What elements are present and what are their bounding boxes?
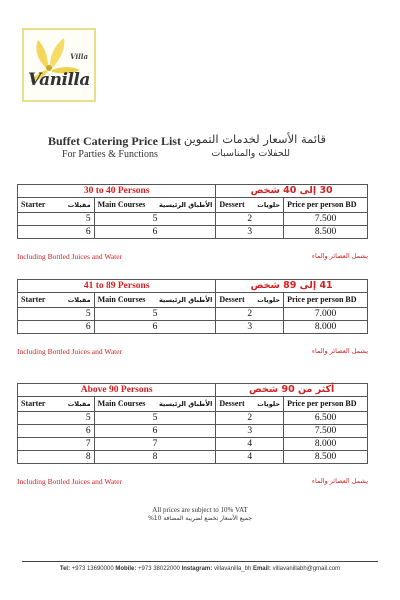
cell-dessert: 2 xyxy=(216,412,284,425)
cell-starter: 8 xyxy=(18,451,95,464)
cell-dessert: 4 xyxy=(216,451,284,464)
footer-divider xyxy=(22,561,378,562)
cell-dessert: 2 xyxy=(216,213,284,226)
tel-value: +973 13690000 xyxy=(71,566,114,572)
cell-price: 7.000 xyxy=(284,308,368,321)
included-note: Including Bottled Juices and Water xyxy=(17,252,123,261)
cell-main: 8 xyxy=(94,451,216,464)
cell-price: 8.500 xyxy=(284,226,368,239)
instagram-label: Instagram: xyxy=(181,566,213,572)
header-main-courses: Main Courses الأطباق الرئيسية xyxy=(94,198,216,213)
section-title: 41 to 89 Persons xyxy=(18,280,216,293)
page-title: Buffet Catering Price List xyxy=(48,134,181,148)
price-table-41-89 xyxy=(17,279,368,334)
header-starter: Starter مقبلات xyxy=(18,198,95,213)
cell-dessert: 2 xyxy=(216,308,284,321)
cell-starter: 6 xyxy=(18,226,95,239)
email-label: Email: xyxy=(252,566,271,572)
cell-main: 7 xyxy=(94,438,216,451)
cell-price: 8.000 xyxy=(284,438,368,451)
table-row xyxy=(18,451,368,464)
cell-main: 6 xyxy=(94,321,216,334)
cell-main: 5 xyxy=(94,213,216,226)
cell-price: 6.500 xyxy=(284,412,368,425)
logo-vanilla-text: Vanilla xyxy=(28,70,90,90)
vat-note-arabic: جميع الأسعار تخضع لضريبة المضافة 10% xyxy=(148,515,252,522)
header-dessert: Dessert حلويات xyxy=(216,293,284,308)
section-title-arabic: أكثر من 90 شخص xyxy=(216,384,368,397)
header-dessert: Dessert حلويات xyxy=(216,198,284,213)
villa-vanilla-logo xyxy=(22,28,96,102)
section-title: Above 90 Persons xyxy=(18,384,216,397)
cell-dessert: 3 xyxy=(216,226,284,239)
instagram-value: villavanilla_bh xyxy=(213,566,252,572)
cell-price: 7.500 xyxy=(284,425,368,438)
price-table-30-40 xyxy=(17,184,368,239)
mobile-label: Mobile: xyxy=(115,566,137,572)
header-starter: Starter مقبلات xyxy=(18,293,95,308)
section-title-arabic: 30 إلى 40 شخص xyxy=(216,185,368,198)
mobile-value: +973 38022000 xyxy=(138,566,180,572)
vat-note: All prices are subject to 10% VAT xyxy=(152,506,248,514)
cell-starter: 5 xyxy=(18,213,95,226)
page-subtitle-arabic: للحفلات والمناسبات xyxy=(211,148,290,159)
table-row xyxy=(18,226,368,239)
header-price: Price per person BD xyxy=(284,293,368,308)
tel-label: Tel: xyxy=(59,566,71,572)
section-title: 30 to 40 Persons xyxy=(18,185,216,198)
cell-price: 7.500 xyxy=(284,213,368,226)
included-note-arabic: يشمل العصائر والماء xyxy=(311,347,368,355)
cell-starter: 5 xyxy=(18,412,95,425)
included-note-arabic: يشمل العصائر والماء xyxy=(311,477,368,485)
cell-price: 8.500 xyxy=(284,451,368,464)
cell-starter: 6 xyxy=(18,425,95,438)
logo-villa-text: Villa xyxy=(70,52,88,61)
header-starter: Starter مقبلات xyxy=(18,397,95,412)
header-dessert: Dessert حلويات xyxy=(216,397,284,412)
email-value: villavanillabh@gmail.com xyxy=(272,566,341,572)
included-note: Including Bottled Juices and Water xyxy=(17,477,123,486)
cell-starter: 6 xyxy=(18,321,95,334)
page-title-arabic: قائمة الأسعار لخدمات التموين xyxy=(183,132,326,146)
included-note: Including Bottled Juices and Water xyxy=(17,347,123,356)
cell-dessert: 3 xyxy=(216,321,284,334)
table-row xyxy=(18,308,368,321)
cell-main: 5 xyxy=(94,308,216,321)
table-row xyxy=(18,321,368,334)
table-row xyxy=(18,412,368,425)
included-note-arabic: يشمل العصائر والماء xyxy=(311,252,368,260)
cell-main: 6 xyxy=(94,425,216,438)
table-row xyxy=(18,213,368,226)
cell-starter: 5 xyxy=(18,308,95,321)
table-row xyxy=(18,425,368,438)
header-price: Price per person BD xyxy=(284,397,368,412)
cell-price: 8.000 xyxy=(284,321,368,334)
cell-dessert: 3 xyxy=(216,425,284,438)
price-table-above-90 xyxy=(17,383,368,464)
cell-main: 5 xyxy=(94,412,216,425)
header-main-courses: Main Courses الأطباق الرئيسية xyxy=(94,397,216,412)
contact-footer xyxy=(0,566,400,572)
cell-dessert: 4 xyxy=(216,438,284,451)
cell-starter: 7 xyxy=(18,438,95,451)
page-subtitle: For Parties & Functions xyxy=(62,149,158,160)
header-main-courses: Main Courses الأطباق الرئيسية xyxy=(94,293,216,308)
header-price: Price per person BD xyxy=(284,198,368,213)
section-title-arabic: 41 إلى 89 شخص xyxy=(216,280,368,293)
table-row xyxy=(18,438,368,451)
cell-main: 6 xyxy=(94,226,216,239)
